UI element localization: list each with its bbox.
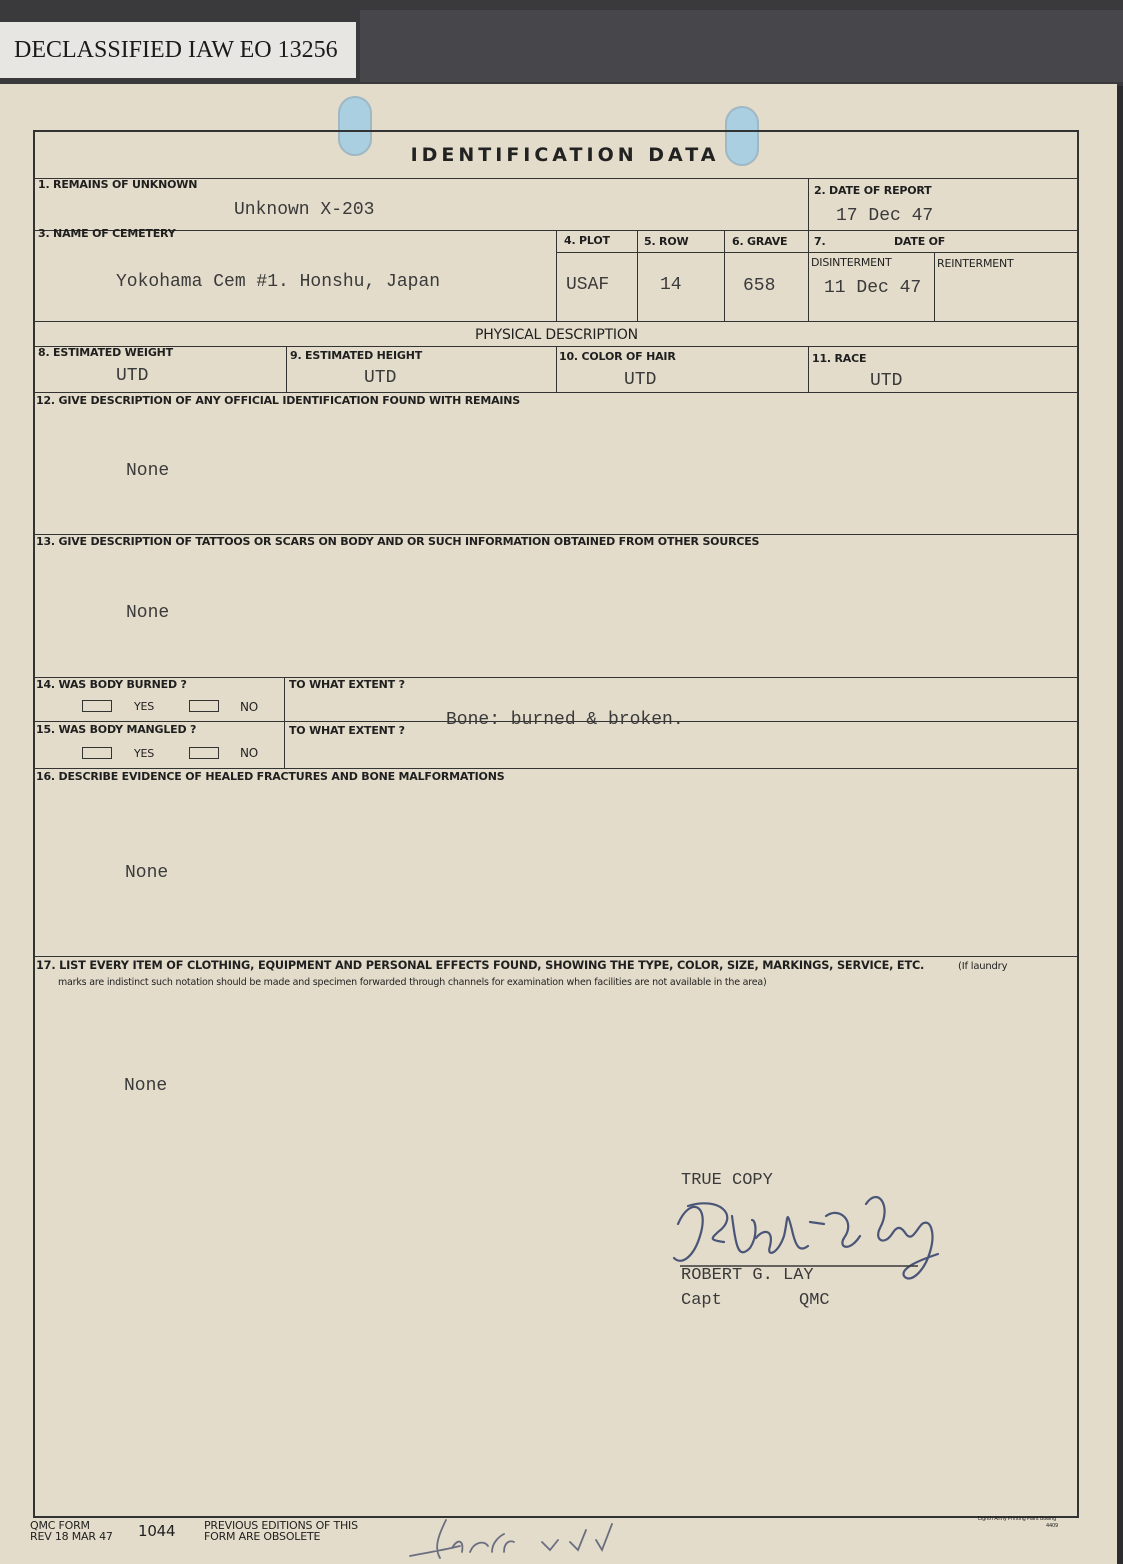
footer-previous-line1: PREVIOUS EDITIONS OF THIS (204, 1519, 358, 1532)
declassified-stamp: DECLASSIFIED IAW EO 13256 (0, 22, 356, 78)
tattoos-value: None (126, 603, 170, 623)
burned-extent-label: TO WHAT EXTENT ? (289, 678, 405, 691)
height-label: 9. ESTIMATED HEIGHT (290, 349, 423, 362)
mangled-label: 15. WAS BODY MANGLED ? (36, 723, 197, 736)
signature-icon (660, 1176, 960, 1306)
rule-row15 (35, 768, 1078, 769)
rule-v-reinterment (934, 252, 935, 321)
rule-row3 (35, 392, 1078, 393)
official-id-label: 12. GIVE DESCRIPTION OF ANY OFFICIAL IDENTIFICATION FOUND WITH REMAINS (36, 394, 520, 407)
signer-rank: Capt (681, 1291, 722, 1310)
fractures-label: 16. DESCRIBE EVIDENCE OF HEALED FRACTURES AND BONE MALFORMATIONS (36, 770, 505, 783)
mangled-extent-label: TO WHAT EXTENT ? (289, 724, 405, 737)
footer-previous-line2: FORM ARE OBSOLETE (204, 1530, 321, 1543)
footer-form-line1: QMC FORM (30, 1519, 90, 1532)
rule-v-grave (724, 230, 725, 321)
burned-no-label: NO (240, 700, 259, 714)
rule-v-race (808, 346, 809, 392)
footer-printer-code: 4409 (1046, 1523, 1058, 1529)
footer-form-line2: REV 18 MAR 47 (30, 1530, 113, 1543)
mangled-yes-checkbox[interactable] (82, 747, 112, 759)
rule-v-date (808, 178, 809, 321)
true-copy-text: TRUE COPY (681, 1171, 773, 1190)
burned-yes-checkbox[interactable] (82, 700, 112, 712)
footer-form-number: 1044 (138, 1522, 176, 1540)
height-value: UTD (364, 368, 397, 388)
date-of-label: DATE OF (894, 235, 946, 248)
form-title: IDENTIFICATION DATA (410, 144, 720, 166)
mangled-no-checkbox[interactable] (189, 747, 219, 759)
tattoos-label: 13. GIVE DESCRIPTION OF TATTOOS OR SCARS ON BODY AND OR SUCH INFORMATION OBTAINED FROM OTHER SOURCES (36, 535, 760, 548)
burned-no-checkbox[interactable] (189, 700, 219, 712)
disinterment-value: 11 Dec 47 (824, 278, 922, 298)
rule-v-plot (556, 230, 557, 321)
physical-description-title: PHYSICAL DESCRIPTION (475, 327, 638, 343)
hair-value: UTD (624, 370, 657, 390)
mangled-yes-label: YES (134, 747, 155, 760)
clothing-value: None (124, 1076, 168, 1096)
remains-label: 1. REMAINS OF UNKNOWN (38, 178, 198, 191)
date-of-report-label: 2. DATE OF REPORT (814, 184, 932, 197)
rule-v-extent (284, 677, 285, 768)
grave-value: 658 (743, 276, 776, 296)
fractures-value: None (125, 863, 169, 883)
footer-printer: Eighth Army Printing Plant Boeing (978, 1516, 1057, 1522)
rule-plot-header (556, 252, 1078, 253)
extent-value: Bone: burned & broken. (446, 710, 684, 730)
plot-value: USAF (566, 275, 610, 295)
clothing-label-line2: marks are indistinct such notation should be made and specimen forwarded through channels for examination when facilities are not available in the area) (58, 977, 767, 988)
clothing-label-tail: (If laundry (958, 961, 1008, 972)
row-label: 5. ROW (644, 235, 689, 248)
disinterment-label: DISINTERMENT (811, 256, 892, 269)
grave-label: 6. GRAVE (732, 235, 788, 248)
clothing-label: 17. LIST EVERY ITEM OF CLOTHING, EQUIPMENT AND PERSONAL EFFECTS FOUND, SHOWING THE TYPE, COLOR, SIZE, MARKINGS, SERVICE, ETC. (36, 959, 925, 972)
rule-v-height (286, 346, 287, 392)
cemetery-value: Yokohama Cem #1. Honshu, Japan (116, 272, 441, 292)
mangled-no-label: NO (240, 746, 259, 760)
hair-label: 10. COLOR OF HAIR (559, 350, 676, 363)
signer-name: ROBERT G. LAY (681, 1266, 814, 1285)
burned-yes-label: YES (134, 700, 155, 713)
rule-row13 (35, 677, 1078, 678)
rule-row2 (35, 321, 1078, 322)
date-of-num-label: 7. (814, 235, 826, 248)
rule-v-hair (556, 346, 557, 392)
official-id-value: None (126, 461, 170, 481)
row-value: 14 (660, 275, 682, 295)
race-label: 11. RACE (812, 352, 867, 365)
burned-label: 14. WAS BODY BURNED ? (36, 678, 187, 691)
rule-row16 (35, 956, 1078, 957)
weight-label: 8. ESTIMATED WEIGHT (38, 346, 173, 359)
scanner-band (360, 10, 1123, 82)
plot-label: 4. PLOT (564, 234, 610, 247)
handwritten-note-icon (400, 1512, 630, 1564)
reinterment-label: REINTERMENT (937, 257, 1014, 270)
cemetery-label: 3. NAME OF CEMETERY (38, 227, 176, 240)
rule-v-row (637, 230, 638, 321)
signer-branch: QMC (799, 1291, 830, 1310)
race-value: UTD (870, 371, 903, 391)
date-of-report-value: 17 Dec 47 (836, 206, 934, 226)
weight-value: UTD (116, 366, 149, 386)
remains-value: Unknown X-203 (234, 200, 375, 220)
